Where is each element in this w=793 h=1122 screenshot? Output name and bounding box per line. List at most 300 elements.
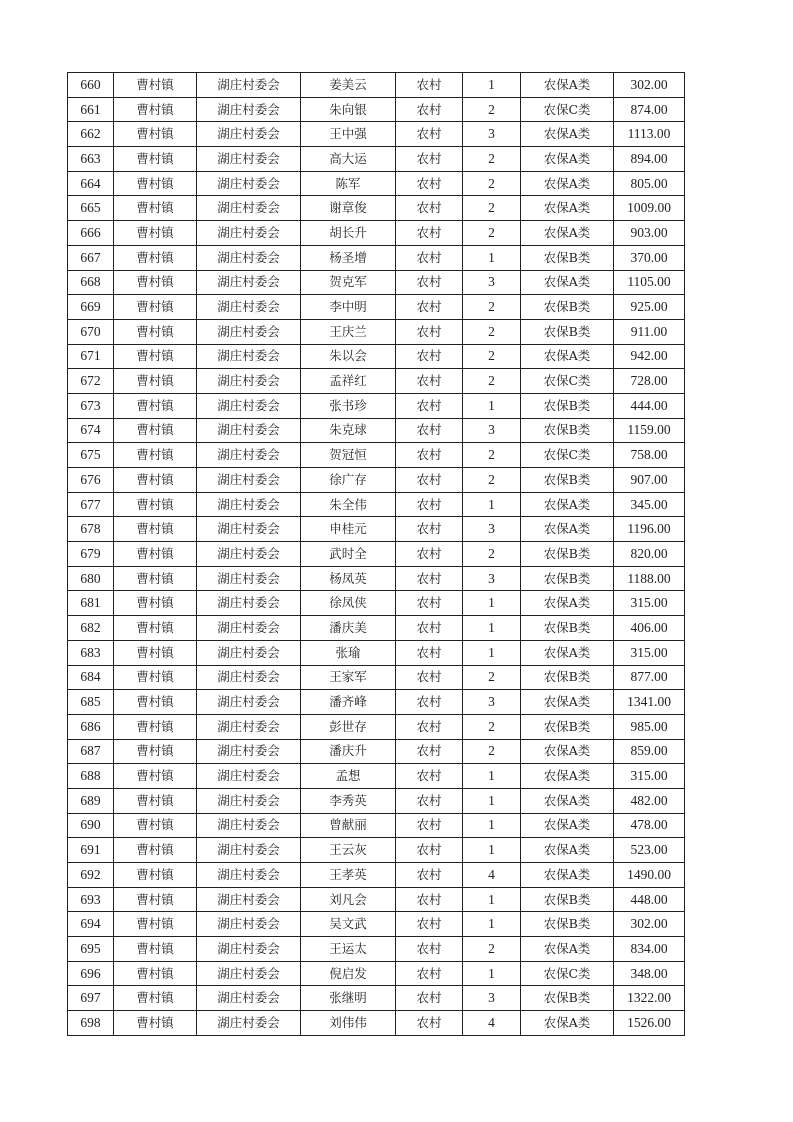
household-type-cell: 农村 (396, 122, 463, 147)
person-count-cell: 3 (463, 690, 521, 715)
village-committee-cell: 湖庄村委会 (197, 665, 301, 690)
insurance-category-cell: 农保B类 (521, 912, 614, 937)
serial-number-cell: 684 (68, 665, 114, 690)
village-committee-cell: 湖庄村委会 (197, 912, 301, 937)
household-type-cell: 农村 (396, 1011, 463, 1036)
name-cell: 潘齐峰 (301, 690, 396, 715)
serial-number-cell: 665 (68, 196, 114, 221)
name-cell: 姜美云 (301, 73, 396, 98)
table-row (68, 443, 685, 468)
town-cell: 曹村镇 (114, 788, 197, 813)
name-cell: 李中明 (301, 295, 396, 320)
table-row (68, 788, 685, 813)
household-type-cell: 农村 (396, 665, 463, 690)
village-committee-cell: 湖庄村委会 (197, 97, 301, 122)
insurance-category-cell: 农保C类 (521, 961, 614, 986)
town-cell: 曹村镇 (114, 912, 197, 937)
household-type-cell: 农村 (396, 616, 463, 641)
household-type-cell: 农村 (396, 714, 463, 739)
town-cell: 曹村镇 (114, 616, 197, 641)
person-count-cell: 1 (463, 616, 521, 641)
name-cell: 曾献丽 (301, 813, 396, 838)
person-count-cell: 2 (463, 196, 521, 221)
amount-cell: 348.00 (614, 961, 685, 986)
insurance-category-cell: 农保A类 (521, 739, 614, 764)
name-cell: 徐凤侠 (301, 591, 396, 616)
town-cell: 曹村镇 (114, 418, 197, 443)
table-row (68, 591, 685, 616)
household-type-cell: 农村 (396, 73, 463, 98)
town-cell: 曹村镇 (114, 838, 197, 863)
serial-number-cell: 688 (68, 764, 114, 789)
name-cell: 李秀英 (301, 788, 396, 813)
amount-cell: 315.00 (614, 591, 685, 616)
town-cell: 曹村镇 (114, 468, 197, 493)
town-cell: 曹村镇 (114, 147, 197, 172)
town-cell: 曹村镇 (114, 887, 197, 912)
insurance-category-cell: 农保A类 (521, 591, 614, 616)
person-count-cell: 2 (463, 319, 521, 344)
insurance-category-cell: 农保B类 (521, 714, 614, 739)
amount-cell: 302.00 (614, 73, 685, 98)
table-row (68, 171, 685, 196)
village-committee-cell: 湖庄村委会 (197, 443, 301, 468)
village-committee-cell: 湖庄村委会 (197, 418, 301, 443)
amount-cell: 925.00 (614, 295, 685, 320)
table-row (68, 838, 685, 863)
person-count-cell: 1 (463, 912, 521, 937)
person-count-cell: 1 (463, 492, 521, 517)
village-committee-cell: 湖庄村委会 (197, 171, 301, 196)
person-count-cell: 1 (463, 73, 521, 98)
table-row (68, 961, 685, 986)
insurance-category-cell: 农保A类 (521, 73, 614, 98)
town-cell: 曹村镇 (114, 566, 197, 591)
person-count-cell: 1 (463, 764, 521, 789)
village-committee-cell: 湖庄村委会 (197, 73, 301, 98)
serial-number-cell: 672 (68, 369, 114, 394)
town-cell: 曹村镇 (114, 937, 197, 962)
name-cell: 贺克军 (301, 270, 396, 295)
name-cell: 武时全 (301, 542, 396, 567)
table-row (68, 566, 685, 591)
insurance-category-cell: 农保B类 (521, 665, 614, 690)
insurance-category-cell: 农保C类 (521, 369, 614, 394)
serial-number-cell: 674 (68, 418, 114, 443)
name-cell: 王运太 (301, 937, 396, 962)
household-type-cell: 农村 (396, 937, 463, 962)
town-cell: 曹村镇 (114, 542, 197, 567)
town-cell: 曹村镇 (114, 739, 197, 764)
serial-number-cell: 676 (68, 468, 114, 493)
person-count-cell: 1 (463, 887, 521, 912)
table-row (68, 764, 685, 789)
insurance-category-cell: 农保A类 (521, 270, 614, 295)
name-cell: 朱全伟 (301, 492, 396, 517)
insurance-category-cell: 农保B类 (521, 542, 614, 567)
person-count-cell: 2 (463, 344, 521, 369)
name-cell: 吴文武 (301, 912, 396, 937)
serial-number-cell: 670 (68, 319, 114, 344)
table-row (68, 813, 685, 838)
household-type-cell: 农村 (396, 813, 463, 838)
serial-number-cell: 683 (68, 640, 114, 665)
person-count-cell: 2 (463, 97, 521, 122)
name-cell: 王孝英 (301, 863, 396, 888)
household-type-cell: 农村 (396, 566, 463, 591)
town-cell: 曹村镇 (114, 665, 197, 690)
serial-number-cell: 678 (68, 517, 114, 542)
name-cell: 彭世存 (301, 714, 396, 739)
table-row (68, 270, 685, 295)
name-cell: 王庆兰 (301, 319, 396, 344)
amount-cell: 1196.00 (614, 517, 685, 542)
name-cell: 陈军 (301, 171, 396, 196)
village-committee-cell: 湖庄村委会 (197, 739, 301, 764)
person-count-cell: 2 (463, 542, 521, 567)
person-count-cell: 4 (463, 1011, 521, 1036)
household-type-cell: 农村 (396, 492, 463, 517)
village-committee-cell: 湖庄村委会 (197, 196, 301, 221)
amount-cell: 302.00 (614, 912, 685, 937)
person-count-cell: 2 (463, 147, 521, 172)
table-row (68, 369, 685, 394)
town-cell: 曹村镇 (114, 690, 197, 715)
insurance-category-cell: 农保A类 (521, 640, 614, 665)
village-committee-cell: 湖庄村委会 (197, 813, 301, 838)
serial-number-cell: 675 (68, 443, 114, 468)
amount-cell: 1322.00 (614, 986, 685, 1011)
village-committee-cell: 湖庄村委会 (197, 986, 301, 1011)
town-cell: 曹村镇 (114, 813, 197, 838)
amount-cell: 728.00 (614, 369, 685, 394)
name-cell: 倪启发 (301, 961, 396, 986)
town-cell: 曹村镇 (114, 986, 197, 1011)
town-cell: 曹村镇 (114, 196, 197, 221)
serial-number-cell: 660 (68, 73, 114, 98)
village-committee-cell: 湖庄村委会 (197, 393, 301, 418)
insurance-category-cell: 农保A类 (521, 1011, 614, 1036)
name-cell: 孟祥红 (301, 369, 396, 394)
amount-cell: 523.00 (614, 838, 685, 863)
serial-number-cell: 693 (68, 887, 114, 912)
name-cell: 王中强 (301, 122, 396, 147)
village-committee-cell: 湖庄村委会 (197, 838, 301, 863)
amount-cell: 805.00 (614, 171, 685, 196)
town-cell: 曹村镇 (114, 122, 197, 147)
town-cell: 曹村镇 (114, 295, 197, 320)
village-committee-cell: 湖庄村委会 (197, 863, 301, 888)
serial-number-cell: 697 (68, 986, 114, 1011)
table-row (68, 986, 685, 1011)
serial-number-cell: 673 (68, 393, 114, 418)
table-row (68, 887, 685, 912)
village-committee-cell: 湖庄村委会 (197, 369, 301, 394)
insurance-category-cell: 农保A类 (521, 122, 614, 147)
household-type-cell: 农村 (396, 788, 463, 813)
village-committee-cell: 湖庄村委会 (197, 887, 301, 912)
table-row (68, 863, 685, 888)
serial-number-cell: 666 (68, 221, 114, 246)
insurance-category-cell: 农保A类 (521, 196, 614, 221)
insurance-category-cell: 农保A类 (521, 221, 614, 246)
serial-number-cell: 694 (68, 912, 114, 937)
table-row (68, 1011, 685, 1036)
village-committee-cell: 湖庄村委会 (197, 690, 301, 715)
amount-cell: 834.00 (614, 937, 685, 962)
person-count-cell: 2 (463, 714, 521, 739)
person-count-cell: 1 (463, 245, 521, 270)
village-committee-cell: 湖庄村委会 (197, 616, 301, 641)
insurance-category-cell: 农保A类 (521, 171, 614, 196)
household-type-cell: 农村 (396, 97, 463, 122)
serial-number-cell: 685 (68, 690, 114, 715)
amount-cell: 1188.00 (614, 566, 685, 591)
insurance-category-cell: 农保A类 (521, 788, 614, 813)
table-row (68, 492, 685, 517)
name-cell: 张继明 (301, 986, 396, 1011)
household-type-cell: 农村 (396, 887, 463, 912)
person-count-cell: 2 (463, 665, 521, 690)
amount-cell: 758.00 (614, 443, 685, 468)
insurance-category-cell: 农保B类 (521, 986, 614, 1011)
serial-number-cell: 681 (68, 591, 114, 616)
insurance-category-cell: 农保B类 (521, 418, 614, 443)
name-cell: 孟想 (301, 764, 396, 789)
person-count-cell: 2 (463, 221, 521, 246)
household-type-cell: 农村 (396, 369, 463, 394)
name-cell: 张瑜 (301, 640, 396, 665)
name-cell: 贺冠恒 (301, 443, 396, 468)
amount-cell: 370.00 (614, 245, 685, 270)
person-count-cell: 2 (463, 171, 521, 196)
amount-cell: 315.00 (614, 640, 685, 665)
amount-cell: 345.00 (614, 492, 685, 517)
name-cell: 高大运 (301, 147, 396, 172)
serial-number-cell: 677 (68, 492, 114, 517)
insurance-category-cell: 农保A类 (521, 344, 614, 369)
household-type-cell: 农村 (396, 739, 463, 764)
table-row (68, 912, 685, 937)
household-type-cell: 农村 (396, 640, 463, 665)
household-type-cell: 农村 (396, 221, 463, 246)
household-type-cell: 农村 (396, 344, 463, 369)
amount-cell: 907.00 (614, 468, 685, 493)
insurance-category-cell: 农保A类 (521, 147, 614, 172)
name-cell: 申桂元 (301, 517, 396, 542)
town-cell: 曹村镇 (114, 640, 197, 665)
name-cell: 王家军 (301, 665, 396, 690)
village-committee-cell: 湖庄村委会 (197, 640, 301, 665)
table-row (68, 616, 685, 641)
amount-cell: 1526.00 (614, 1011, 685, 1036)
village-committee-cell: 湖庄村委会 (197, 344, 301, 369)
serial-number-cell: 661 (68, 97, 114, 122)
serial-number-cell: 680 (68, 566, 114, 591)
person-count-cell: 2 (463, 443, 521, 468)
serial-number-cell: 696 (68, 961, 114, 986)
town-cell: 曹村镇 (114, 97, 197, 122)
name-cell: 徐广存 (301, 468, 396, 493)
serial-number-cell: 668 (68, 270, 114, 295)
town-cell: 曹村镇 (114, 171, 197, 196)
household-type-cell: 农村 (396, 517, 463, 542)
name-cell: 朱以会 (301, 344, 396, 369)
person-count-cell: 1 (463, 813, 521, 838)
amount-cell: 444.00 (614, 393, 685, 418)
person-count-cell: 3 (463, 270, 521, 295)
table-row (68, 319, 685, 344)
person-count-cell: 1 (463, 838, 521, 863)
table-row (68, 344, 685, 369)
household-type-cell: 农村 (396, 542, 463, 567)
insurance-category-cell: 农保B类 (521, 319, 614, 344)
person-count-cell: 1 (463, 788, 521, 813)
data-table (67, 72, 685, 1036)
village-committee-cell: 湖庄村委会 (197, 566, 301, 591)
person-count-cell: 3 (463, 986, 521, 1011)
amount-cell: 874.00 (614, 97, 685, 122)
household-type-cell: 农村 (396, 468, 463, 493)
household-type-cell: 农村 (396, 690, 463, 715)
name-cell: 胡长升 (301, 221, 396, 246)
insurance-category-cell: 农保B类 (521, 393, 614, 418)
amount-cell: 894.00 (614, 147, 685, 172)
serial-number-cell: 682 (68, 616, 114, 641)
person-count-cell: 2 (463, 295, 521, 320)
serial-number-cell: 690 (68, 813, 114, 838)
insurance-category-cell: 农保C类 (521, 443, 614, 468)
table-row (68, 97, 685, 122)
insurance-category-cell: 农保B类 (521, 245, 614, 270)
insurance-category-cell: 农保A类 (521, 492, 614, 517)
insurance-category-cell: 农保A类 (521, 517, 614, 542)
insurance-category-cell: 农保B类 (521, 468, 614, 493)
table-row (68, 393, 685, 418)
amount-cell: 911.00 (614, 319, 685, 344)
serial-number-cell: 662 (68, 122, 114, 147)
town-cell: 曹村镇 (114, 369, 197, 394)
insurance-category-cell: 农保C类 (521, 97, 614, 122)
insurance-category-cell: 农保A类 (521, 764, 614, 789)
village-committee-cell: 湖庄村委会 (197, 542, 301, 567)
name-cell: 刘凡会 (301, 887, 396, 912)
town-cell: 曹村镇 (114, 492, 197, 517)
village-committee-cell: 湖庄村委会 (197, 1011, 301, 1036)
person-count-cell: 1 (463, 393, 521, 418)
household-type-cell: 农村 (396, 764, 463, 789)
name-cell: 杨圣增 (301, 245, 396, 270)
table-row (68, 295, 685, 320)
insurance-category-cell: 农保A类 (521, 937, 614, 962)
village-committee-cell: 湖庄村委会 (197, 245, 301, 270)
name-cell: 王云灰 (301, 838, 396, 863)
table-row (68, 73, 685, 98)
insurance-category-cell: 农保B类 (521, 616, 614, 641)
table-row (68, 245, 685, 270)
name-cell: 张书珍 (301, 393, 396, 418)
household-type-cell: 农村 (396, 418, 463, 443)
village-committee-cell: 湖庄村委会 (197, 319, 301, 344)
amount-cell: 482.00 (614, 788, 685, 813)
village-committee-cell: 湖庄村委会 (197, 764, 301, 789)
serial-number-cell: 687 (68, 739, 114, 764)
household-type-cell: 农村 (396, 443, 463, 468)
amount-cell: 448.00 (614, 887, 685, 912)
town-cell: 曹村镇 (114, 714, 197, 739)
town-cell: 曹村镇 (114, 443, 197, 468)
table-row (68, 937, 685, 962)
amount-cell: 877.00 (614, 665, 685, 690)
village-committee-cell: 湖庄村委会 (197, 147, 301, 172)
village-committee-cell: 湖庄村委会 (197, 788, 301, 813)
serial-number-cell: 686 (68, 714, 114, 739)
household-type-cell: 农村 (396, 196, 463, 221)
town-cell: 曹村镇 (114, 319, 197, 344)
household-type-cell: 农村 (396, 986, 463, 1011)
table-row (68, 640, 685, 665)
household-type-cell: 农村 (396, 171, 463, 196)
amount-cell: 406.00 (614, 616, 685, 641)
insurance-category-cell: 农保B类 (521, 887, 614, 912)
amount-cell: 859.00 (614, 739, 685, 764)
table-row (68, 196, 685, 221)
person-count-cell: 3 (463, 418, 521, 443)
insurance-category-cell: 农保B类 (521, 566, 614, 591)
town-cell: 曹村镇 (114, 517, 197, 542)
amount-cell: 942.00 (614, 344, 685, 369)
serial-number-cell: 663 (68, 147, 114, 172)
town-cell: 曹村镇 (114, 961, 197, 986)
household-type-cell: 农村 (396, 147, 463, 172)
person-count-cell: 2 (463, 468, 521, 493)
table-row (68, 468, 685, 493)
village-committee-cell: 湖庄村委会 (197, 517, 301, 542)
village-committee-cell: 湖庄村委会 (197, 591, 301, 616)
serial-number-cell: 689 (68, 788, 114, 813)
name-cell: 潘庆升 (301, 739, 396, 764)
insurance-category-cell: 农保A类 (521, 813, 614, 838)
person-count-cell: 4 (463, 863, 521, 888)
amount-cell: 1105.00 (614, 270, 685, 295)
person-count-cell: 2 (463, 739, 521, 764)
village-committee-cell: 湖庄村委会 (197, 937, 301, 962)
table-row (68, 122, 685, 147)
town-cell: 曹村镇 (114, 863, 197, 888)
table-row (68, 714, 685, 739)
village-committee-cell: 湖庄村委会 (197, 270, 301, 295)
person-count-cell: 1 (463, 591, 521, 616)
village-committee-cell: 湖庄村委会 (197, 714, 301, 739)
person-count-cell: 1 (463, 640, 521, 665)
amount-cell: 478.00 (614, 813, 685, 838)
serial-number-cell: 695 (68, 937, 114, 962)
amount-cell: 1009.00 (614, 196, 685, 221)
household-type-cell: 农村 (396, 591, 463, 616)
insurance-category-cell: 农保A类 (521, 838, 614, 863)
village-committee-cell: 湖庄村委会 (197, 295, 301, 320)
serial-number-cell: 671 (68, 344, 114, 369)
name-cell: 刘伟伟 (301, 1011, 396, 1036)
amount-cell: 985.00 (614, 714, 685, 739)
household-type-cell: 农村 (396, 912, 463, 937)
household-type-cell: 农村 (396, 838, 463, 863)
village-committee-cell: 湖庄村委会 (197, 221, 301, 246)
amount-cell: 1341.00 (614, 690, 685, 715)
name-cell: 谢章俊 (301, 196, 396, 221)
serial-number-cell: 698 (68, 1011, 114, 1036)
town-cell: 曹村镇 (114, 764, 197, 789)
